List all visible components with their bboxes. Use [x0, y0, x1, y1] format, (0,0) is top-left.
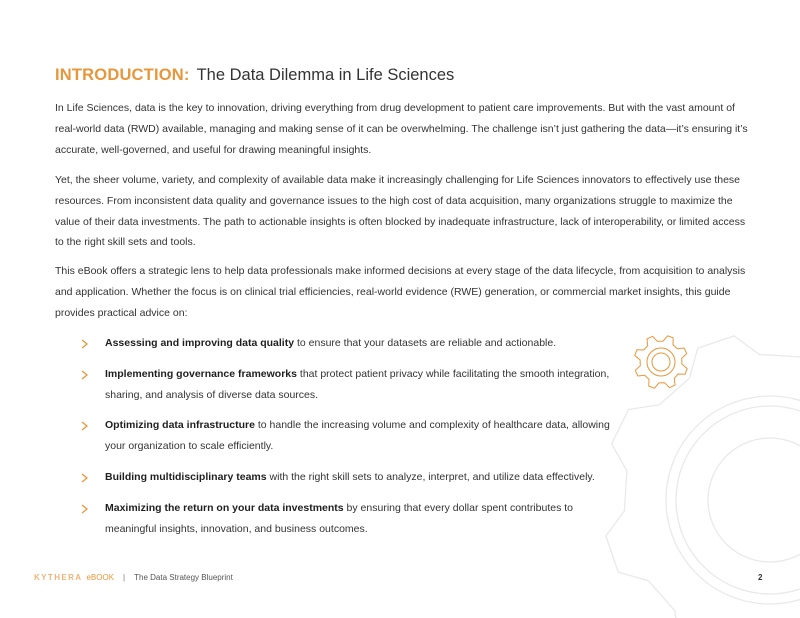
chevron-right-icon [80, 473, 89, 483]
list-item-text: that protect patient privacy while facilitating the smooth integration, sharing, and analysis of diverse data sources. [105, 367, 610, 401]
list-item [80, 364, 610, 406]
chevron-right-icon [80, 370, 89, 380]
list-item [80, 498, 610, 540]
list-item-bold: Maximizing the return on your data investments [105, 501, 344, 514]
heading-keyword: INTRODUCTION: [55, 66, 190, 84]
footer-title: The Data Strategy Blueprint [134, 573, 233, 582]
chevron-right-icon [80, 421, 89, 431]
brand-logo: KYTHERA [34, 573, 83, 582]
list-item [80, 467, 610, 488]
list-item-bold: Implementing governance frameworks [105, 367, 297, 380]
list-item-text: to handle the increasing volume and complexity of healthcare data, allowing your organization to scale efficiently. [105, 419, 610, 453]
intro-paragraph-3: This eBook offers a strategic lens to help data professionals make informed decisions at every stage of the data lifecycle, from acquisition to analysis and application. Whether the focus is on clinical trial efficiencies, real-world evidence (RWE) generation, or commercial market insights, this guide provides practical advice on: [55, 265, 746, 319]
list-item [80, 333, 610, 354]
list-item-bold: Optimizing data infrastructure [105, 419, 255, 432]
page-heading [55, 66, 454, 85]
chevron-right-icon [80, 504, 89, 514]
page-number: 2 [758, 573, 763, 582]
footer-separator: | [123, 573, 126, 582]
list-item-text: with the right skill sets to analyze, interpret, and utilize data effectively. [266, 470, 595, 483]
advice-list [80, 333, 610, 549]
large-gear-icon [606, 336, 800, 618]
list-item-text: by ensuring that every dollar spent contributes to meaningful insights, innovation, and business outcomes. [105, 501, 574, 535]
intro-paragraph-1: In Life Sciences, data is the key to innovation, driving everything from drug development to patient care improvements. But with the vast amount of real-world data (RWD) available, managing and making sense of it can be overwhelming. The challenge isn’t just gathering the data—it’s ensuring it’s accurate, well-governed, and useful for drawing meaningful insights. [55, 102, 748, 156]
ebook-label: eBOOK [86, 573, 115, 582]
heading-title: The Data Dilemma in Life Sciences [196, 66, 455, 84]
list-item-text: to ensure that your datasets are reliable and actionable. [294, 337, 557, 349]
list-item-bold: Assessing and improving data quality [105, 337, 295, 349]
page-footer [34, 573, 233, 582]
small-gear-icon [635, 336, 687, 388]
chevron-right-icon [80, 339, 89, 349]
intro-paragraph-2: Yet, the sheer volume, variety, and complexity of available data make it increasingly challenging for Life Sciences innovators to effectively use these resources. From inconsistent data quality and governance issues to the high cost of data acquisition, many organizations struggle to maximize the value of their data investments. The path to actionable insights is often blocked by inadequate infrastructure, lack of interoperability, or limited access to the right skill sets and tools. [55, 174, 746, 249]
list-item-bold: Building multidisciplinary teams [105, 470, 267, 483]
list-item [80, 415, 610, 457]
